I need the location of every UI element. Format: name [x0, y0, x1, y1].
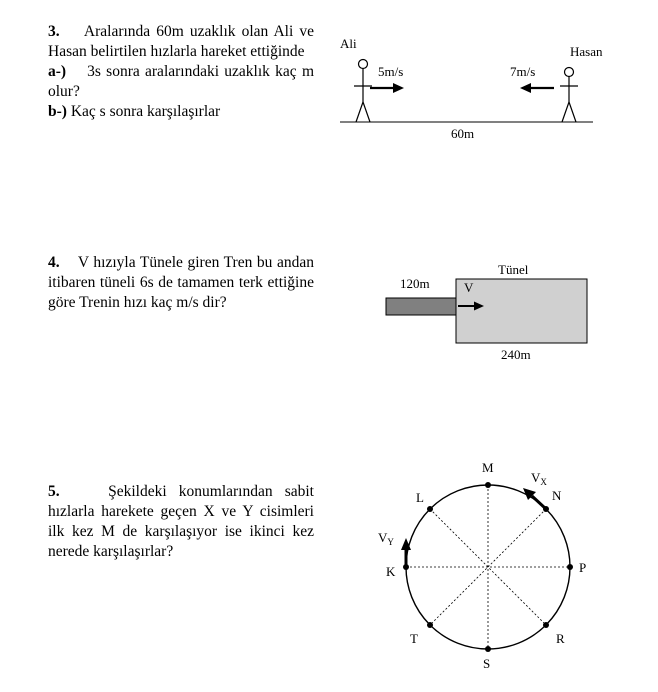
figure-circle — [360, 450, 600, 680]
question-3-number: 3. — [48, 23, 60, 40]
ali-velocity-arrow — [370, 83, 404, 93]
question-4-text: V hızıyla Tünele giren Tren bu andan itibaren tüneli 6s de tamamen terk ettiğine göre Trenin hızı kaç m/s dir? — [48, 254, 314, 311]
ali-figure — [354, 60, 372, 123]
train-rect — [386, 298, 456, 315]
hasan-label: Hasan — [570, 44, 603, 59]
label-k: K — [386, 564, 396, 579]
question-3a-label: a-) — [48, 63, 67, 80]
label-m: M — [482, 460, 494, 475]
hasan-figure — [560, 68, 578, 123]
ali-speed-label: 5m/s — [378, 64, 404, 79]
tunnel-rect — [456, 279, 587, 343]
question-3b-label: b-) — [48, 103, 67, 120]
point-t — [427, 622, 433, 628]
figure-train-tunnel — [380, 258, 600, 368]
label-s: S — [483, 656, 491, 671]
train-length-label: 120m — [400, 276, 430, 291]
question-4-number: 4. — [48, 254, 60, 271]
label-n: N — [552, 488, 562, 503]
tunnel-label: Tünel — [498, 262, 529, 277]
point-m — [485, 482, 491, 488]
ali-label: Ali — [340, 36, 357, 51]
question-3a-text: 3s sonra aralarındaki uzaklık kaç m olur? — [48, 63, 315, 100]
vy-label: $V_Y$ — [378, 530, 394, 547]
question-5 — [48, 482, 314, 562]
question-3 — [48, 22, 314, 122]
label-r: R — [556, 631, 565, 646]
vx-arrow — [523, 488, 546, 509]
question-3-text: Aralarında 60m uzaklık olan Ali ve Hasan belirtilen hızlarla hareket ettiğinde — [48, 23, 315, 60]
label-t: T — [410, 631, 418, 646]
question-4 — [48, 253, 314, 313]
question-3b-text: Kaç s sonra karşılaşırlar — [70, 103, 221, 120]
label-l: L — [416, 490, 424, 505]
point-l — [427, 506, 433, 512]
point-r — [543, 622, 549, 628]
tunnel-length-label: 240m — [501, 347, 531, 362]
question-5-number: 5. — [48, 483, 60, 500]
distance-label: 60m — [451, 126, 475, 141]
question-5-text: Şekildeki konumlarından sabit hızlarla harekete geçen X ve Y cisimleri ilk kez M de karşılaşıyor ise ikinci kez nerede karşılaşırlar? — [48, 483, 314, 560]
label-p: P — [579, 560, 587, 575]
hasan-speed-label: 7m/s — [510, 64, 536, 79]
point-s — [485, 646, 491, 652]
figure-ali-hasan — [330, 30, 610, 150]
vx-label: $V_X$ — [531, 470, 547, 487]
point-p — [567, 564, 573, 570]
train-velocity-label: V — [464, 280, 474, 295]
hasan-velocity-arrow — [520, 83, 554, 93]
